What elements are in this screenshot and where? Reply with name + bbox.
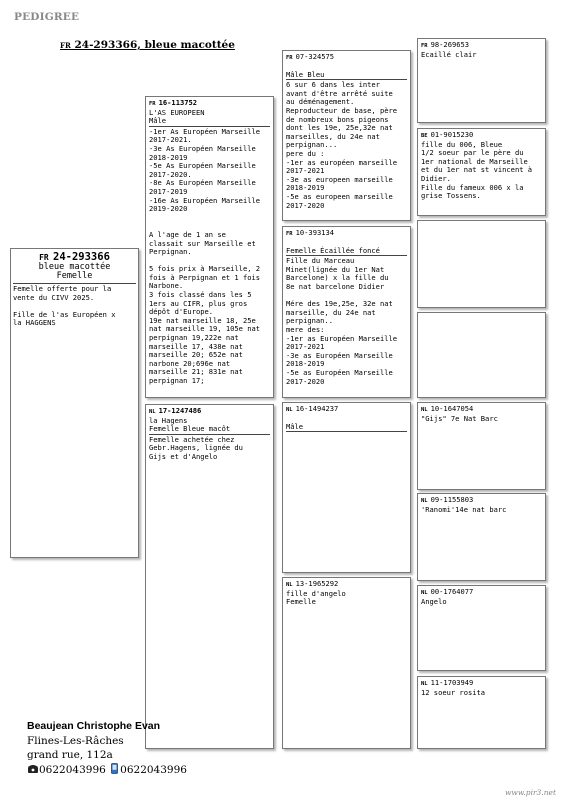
sire-dam-card[interactable] <box>282 226 411 398</box>
ring-number: 16-113752 <box>158 98 198 107</box>
country-code: FR <box>286 231 293 237</box>
ring-number: 17-1247486 <box>158 406 202 415</box>
dam-card[interactable] <box>145 404 274 749</box>
country-code: NL <box>286 407 293 413</box>
ring-number: 09-1155803 <box>430 495 474 504</box>
pigeon-notes: Femelle achetée chez Gebr.Hagens, lignée du Gijs et d'Angelo <box>149 434 243 461</box>
sire-dam-dam-card[interactable] <box>417 312 546 398</box>
owner-name: Beaujean Christophe Evan <box>27 720 161 732</box>
country-code: FR <box>39 253 49 262</box>
country-code: FR <box>60 41 71 50</box>
country-code: NL <box>421 590 428 596</box>
ring-number: 00-1764077 <box>430 587 474 596</box>
pigeon-notes: Fille du Marceau Minet(lignée du 1er Nat Barcelone) x la fille du 8e nat barcelone Didier Mére des 19e,25e, 32e nat marseille, du 24e nat perpignan.. mere des: -1er as Européen Marseille 2017-2021 -3e as Européen Marseille 2018-2019 -5e as Européen Marseille 2017-2020 <box>286 256 398 386</box>
page-title <box>60 39 235 51</box>
owner-block <box>27 719 187 777</box>
sire-sire-card[interactable] <box>282 50 411 221</box>
ring-number: 11-1703949 <box>430 678 474 687</box>
phone-icon <box>27 764 39 774</box>
pigeon-notes: 6 sur 6 dans les inter avant d'être arrêté suite au déménagement. Reproducteur de base, père de nombreux bons pigeons dont les 19e, 25e,32e nat marseilles, du 24e nat perpignan... pere du : -1er as européen marseille 2017-2021 -3e as europeen marseille 2018-2019 -5e as europeen marseille 2017-2020 <box>286 80 398 210</box>
pigeon-name: bleue macottée <box>38 262 111 272</box>
sire-dam-sire-card[interactable] <box>417 220 546 308</box>
pigeon-notes: "Gijs" 7e Nat Barc <box>421 413 498 423</box>
ring-number: 01-9015230 <box>430 130 474 139</box>
pigeon-name: la Hagens <box>149 415 188 425</box>
sire-card[interactable] <box>145 96 274 398</box>
pigeon-name: L'AS EUROPEEN <box>149 107 205 117</box>
country-code: NL <box>421 407 428 413</box>
pigeon-notes: Ecaillé clair <box>421 49 477 59</box>
dam-dam-card[interactable] <box>282 577 411 749</box>
pigeon-sex: Femelle <box>56 271 93 281</box>
country-code: NL <box>421 681 428 687</box>
country-code: FR <box>286 55 293 61</box>
pigeon-notes: 'Ranomi'14e nat barc <box>421 504 507 514</box>
owner-phones <box>27 763 187 778</box>
sire-sire-dam-card[interactable] <box>417 128 546 216</box>
pigeon-sex: Femelle Écaillée foncé <box>286 247 407 257</box>
dam-sire-card[interactable] <box>282 402 411 573</box>
pigeon-sex: Mâle Bleu <box>286 71 407 81</box>
country-code: FR <box>149 101 156 107</box>
mobile-phone-icon <box>111 763 118 774</box>
subject-card[interactable] <box>10 248 139 558</box>
pigeon-notes: fille du 006, Bleue 1/2 soeur par le père du 1er national de Marseille et du 1er nat st vincent à Didier. Fille du fameux 006 x la grise Tossens. <box>421 139 533 201</box>
ring-number: 24-293366 <box>53 251 110 263</box>
pigeon-notes: 12 soeur rosita <box>421 687 486 697</box>
pigeon-sex: Mâle <box>149 117 270 127</box>
country-code: NL <box>286 582 293 588</box>
owner-city: Flines-Les-Râches <box>27 734 124 747</box>
subject-header <box>13 252 136 281</box>
owner-street: grand rue, 112a <box>27 749 113 761</box>
pigeon-notes: fille d'angelo Femelle <box>286 588 346 607</box>
country-code: NL <box>421 498 428 504</box>
phone-number: 0622043996 <box>39 763 106 776</box>
pigeon-notes: Femelle offerte pour la vente du CIVV 2025. Fille de l'as Européen x la HAGGENS <box>13 284 116 328</box>
title-text: 24-293366, bleue macottée <box>74 39 235 51</box>
ring-number: 07-324575 <box>295 52 335 61</box>
watermark: www.pir3.net <box>505 788 556 797</box>
dam-dam-sire-card[interactable] <box>417 585 546 671</box>
pigeon-sex: Femelle Bleue macôt <box>149 425 270 435</box>
dam-sire-sire-card[interactable] <box>417 402 546 490</box>
pigeon-notes: Angelo <box>421 596 447 606</box>
mobile-number: 0622043996 <box>120 763 187 776</box>
page-header: PEDIGREE <box>14 11 80 23</box>
sire-sire-sire-card[interactable] <box>417 38 546 123</box>
pigeon-notes: -1er As Européen Marseille 2017-2021. -3e As Européen Marseille 2018-2019 -5e As Européen Marseille 2017-2020. -8e As Européen Marseille 2017-2019 -16e As Européen Marseille 2019-2020 A l'age de 1 an se classait sur Marseille et Perpignan. 5 fois prix à Marseille, 2 fois à Perpignan et 1 fois Narbone. 3 fois classé dans les 5 1ers au CIFR, plus gros dépôt d'Europe. 19e nat marseille 18, 25e nat marseille 19, 105e nat perpignan 19,222e nat marseille 17, 438e nat marseille 20; 652e nat narbone 20;696e nat marseille 21; 831e nat perpignan 17; <box>149 126 261 385</box>
dam-sire-dam-card[interactable] <box>417 493 546 581</box>
ring-number: 16-1494237 <box>295 404 339 413</box>
ring-number: 13-1965292 <box>295 579 339 588</box>
ring-number: 10-393134 <box>295 228 335 237</box>
dam-dam-dam-card[interactable] <box>417 676 546 749</box>
ring-number: 10-1647054 <box>430 404 474 413</box>
country-code: FR <box>421 43 428 49</box>
ring-number: 98-269653 <box>430 40 470 49</box>
country-code: NL <box>149 409 156 415</box>
country-code: BE <box>421 133 428 139</box>
pigeon-sex: Mâle <box>286 423 407 433</box>
